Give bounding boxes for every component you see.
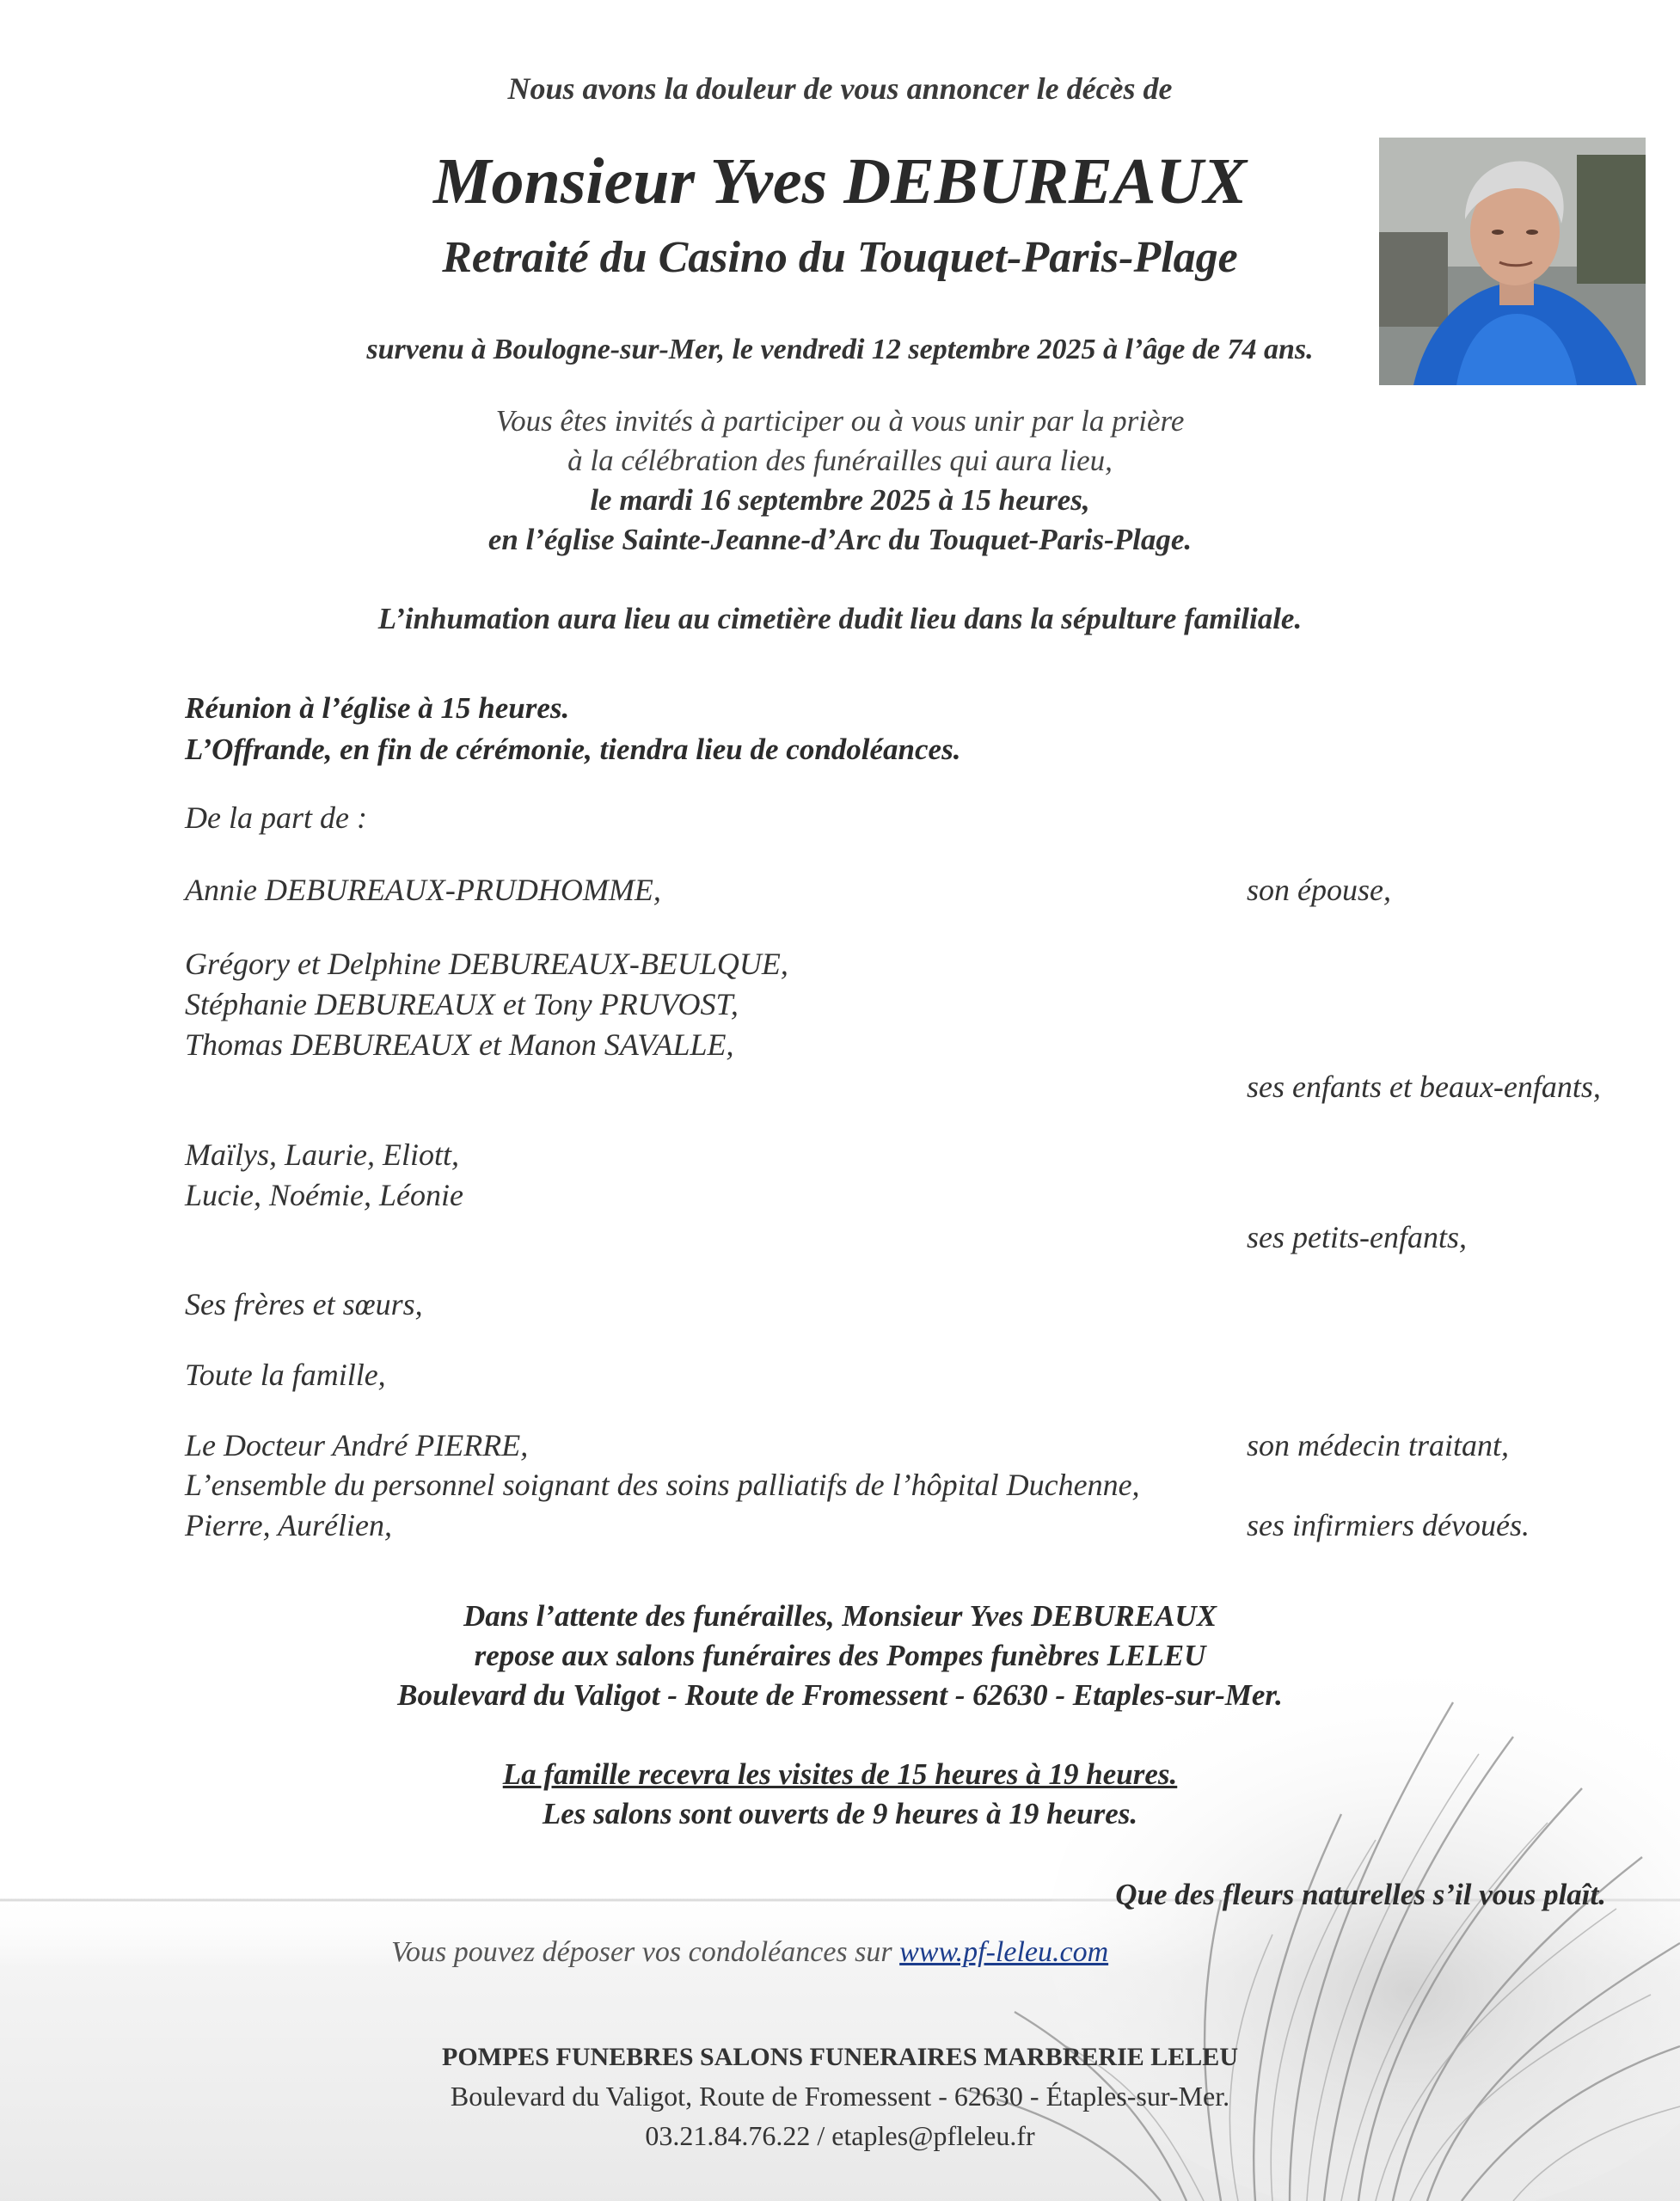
spouse-role: son épouse, (1247, 873, 1391, 907)
invite-line-1: Vous êtes invités à participer ou à vous unir par la prière (495, 404, 1185, 438)
doctor-role: son médecin traitant, (1247, 1428, 1509, 1462)
condolences-link[interactable]: www.pf-leleu.com (899, 1936, 1109, 1968)
invite-line-2: à la célébration des funérailles qui aura lieu, (567, 444, 1113, 477)
condolences-text: Vous pouvez déposer vos condoléances sur (391, 1936, 900, 1968)
meeting-line-1: Réunion à l’église à 15 heures. (185, 691, 570, 725)
child-3: Thomas DEBUREAUX et Manon SAVALLE, (185, 1027, 734, 1062)
footer-contact: 03.21.84.76.22 / etaples@pfleleu.fr (645, 2120, 1035, 2151)
children-role: ses enfants et beaux-enfants, (1247, 1070, 1601, 1104)
spouse-name: Annie DEBUREAUX-PRUDHOMME, (185, 873, 661, 907)
deceased-name: Monsieur Yves DEBUREAUX (432, 145, 1248, 218)
death-announcement: survenu à Boulogne-sur-Mer, le vendredi 12 septembre 2025 à l’âge de 74 ans. (366, 334, 1314, 365)
footer-address: Boulevard du Valigot, Route de Fromessent - 62630 - Étaples-sur-Mer. (450, 2081, 1230, 2112)
burial-line: L’inhumation aura lieu au cimetière dudit lieu dans la sépulture familiale. (377, 602, 1303, 635)
rest-line-1: Dans l’attente des funérailles, Monsieur Yves DEBUREAUX (463, 1599, 1217, 1633)
grandchildren-2: Lucie, Noémie, Léonie (185, 1178, 463, 1212)
ceremony-date: le mardi 16 septembre 2025 à 15 heures, (590, 483, 1090, 517)
grandchildren-role: ses petits-enfants, (1247, 1220, 1467, 1254)
rest-line-2: repose aux salons funéraires des Pompes funèbres LELEU (474, 1639, 1206, 1672)
visits-line-1: La famille recevra les visites de 15 heures à 19 heures. (502, 1757, 1178, 1791)
ceremony-place: en l’église Sainte-Jeanne-d’Arc du Touquet-Paris-Plage. (487, 523, 1193, 556)
rest-line-3: Boulevard du Valigot - Route de Fromessent - 62630 - Etaples-sur-Mer. (397, 1678, 1283, 1712)
grandchildren-1: Maïlys, Laurie, Eliott, (185, 1137, 459, 1172)
siblings: Ses frères et sœurs, (185, 1287, 423, 1321)
child-2: Stéphanie DEBUREAUX et Tony PRUVOST, (185, 987, 739, 1021)
from-label: De la part de : (185, 800, 367, 835)
visits-line-2: Les salons sont ouverts de 9 heures à 19 heures. (542, 1797, 1138, 1830)
nurses-role: ses infirmiers dévoués. (1247, 1508, 1530, 1542)
footer-company: POMPES FUNEBRES SALONS FUNERAIRES MARBRERIE LELEU (442, 2043, 1238, 2071)
all-family: Toute la famille, (185, 1358, 386, 1392)
care-staff: L’ensemble du personnel soignant des soins palliatifs de l’hôpital Duchenne, (185, 1468, 1140, 1502)
deceased-subtitle: Retraité du Casino du Touquet-Paris-Plage (442, 233, 1238, 282)
flowers-note: Que des fleurs naturelles s’il vous plaît. (1115, 1878, 1606, 1911)
meeting-line-2: L’Offrande, en fin de cérémonie, tiendra lieu de condoléances. (185, 733, 961, 766)
intro-line: Nous avons la douleur de vous annoncer le décès de (507, 71, 1173, 106)
doctor-name: Le Docteur André PIERRE, (185, 1428, 529, 1462)
nurses-name: Pierre, Aurélien, (185, 1508, 392, 1542)
condolences-line (391, 1936, 1108, 1969)
child-1: Grégory et Delphine DEBUREAUX-BEULQUE, (185, 947, 788, 981)
